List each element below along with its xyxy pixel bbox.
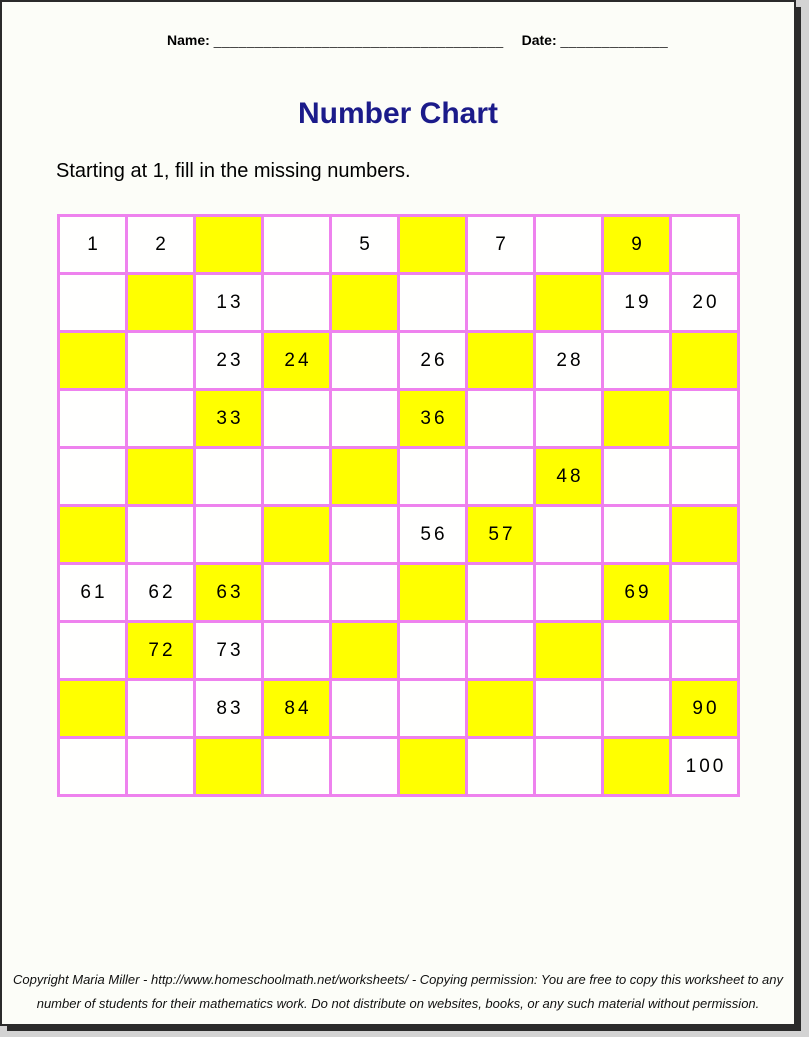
grid-cell: [604, 391, 669, 446]
grid-cell: [128, 739, 193, 794]
grid-cell: [672, 217, 737, 272]
grid-cell: [400, 565, 465, 620]
grid-cell: [332, 449, 397, 504]
grid-cell: [468, 275, 533, 330]
grid-cell: [60, 449, 125, 504]
grid-cell: [128, 449, 193, 504]
grid-cell: [128, 507, 193, 562]
grid-cell: [536, 565, 601, 620]
grid-cell: [196, 739, 261, 794]
grid-cell: [196, 449, 261, 504]
grid-cell: 48: [536, 449, 601, 504]
name-label: Name:: [167, 32, 210, 48]
grid-cell: [60, 507, 125, 562]
grid-cell: [128, 391, 193, 446]
grid-cell: [468, 333, 533, 388]
grid-cell: [264, 217, 329, 272]
grid-cell: [604, 507, 669, 562]
grid-cell: 2: [128, 217, 193, 272]
grid-cell: [468, 681, 533, 736]
grid-cell: [264, 449, 329, 504]
grid-cell: [128, 333, 193, 388]
grid-cell: 26: [400, 333, 465, 388]
grid-cell: [400, 449, 465, 504]
footer-line-2: number of students for their mathematics work. Do not distribute on websites, books, or any such material without permission.: [36, 996, 760, 1011]
instruction-text: Starting at 1, fill in the missing numbers.: [56, 160, 411, 182]
grid-cell: [60, 333, 125, 388]
grid-cell: [332, 275, 397, 330]
grid-cell: [332, 681, 397, 736]
grid-cell: 56: [400, 507, 465, 562]
grid-cell: [672, 391, 737, 446]
grid-cell: [400, 217, 465, 272]
grid-cell: [128, 275, 193, 330]
name-date-row: [167, 32, 668, 48]
grid-cell: 36: [400, 391, 465, 446]
grid-cell: [672, 333, 737, 388]
name-blank-line: ___________________________________: [213, 32, 504, 48]
grid-cell: [196, 217, 261, 272]
grid-cell: [60, 391, 125, 446]
grid-cell: 33: [196, 391, 261, 446]
grid-cell: 69: [604, 565, 669, 620]
grid-cell: [400, 623, 465, 678]
grid-cell: [604, 681, 669, 736]
grid-cell: [536, 217, 601, 272]
grid-cell: [672, 449, 737, 504]
grid-cell: [672, 507, 737, 562]
date-label: Date:: [521, 32, 557, 48]
grid-cell: [672, 565, 737, 620]
grid-cell: 83: [196, 681, 261, 736]
grid-cell: [60, 681, 125, 736]
grid-cell: [400, 739, 465, 794]
grid-cell: [264, 565, 329, 620]
grid-cell: [536, 681, 601, 736]
grid-cell: [536, 391, 601, 446]
grid-cell: 23: [196, 333, 261, 388]
grid-cell: 9: [604, 217, 669, 272]
grid-cell: 62: [128, 565, 193, 620]
grid-cell: 24: [264, 333, 329, 388]
copyright-footer: [2, 968, 794, 1016]
grid-cell: 1: [60, 217, 125, 272]
grid-cell: [468, 739, 533, 794]
grid-cell: [332, 391, 397, 446]
grid-cell: 20: [672, 275, 737, 330]
grid-cell: [332, 333, 397, 388]
grid-cell: 100: [672, 739, 737, 794]
grid-cell: [468, 449, 533, 504]
grid-cell: [468, 565, 533, 620]
grid-cell: [468, 623, 533, 678]
grid-cell: [332, 565, 397, 620]
grid-cell: [536, 275, 601, 330]
grid-cell: 61: [60, 565, 125, 620]
grid-cell: [264, 623, 329, 678]
grid-cell: 73: [196, 623, 261, 678]
grid-cell: [60, 623, 125, 678]
grid-cell: [128, 681, 193, 736]
grid-cell: [536, 739, 601, 794]
grid-cell: [332, 739, 397, 794]
grid-cell: [468, 391, 533, 446]
grid-cell: 19: [604, 275, 669, 330]
grid-cell: [264, 739, 329, 794]
date-blank-line: _____________: [560, 32, 669, 48]
grid-cell: 5: [332, 217, 397, 272]
grid-cell: [604, 449, 669, 504]
grid-cell: [400, 681, 465, 736]
grid-cell: [264, 391, 329, 446]
grid-cell: 13: [196, 275, 261, 330]
grid-cell: [604, 333, 669, 388]
grid-cell: 84: [264, 681, 329, 736]
grid-cell: 63: [196, 565, 261, 620]
grid-cell: [536, 623, 601, 678]
grid-cell: [332, 507, 397, 562]
grid-cell: [400, 275, 465, 330]
grid-cell: [332, 623, 397, 678]
grid-cell: 57: [468, 507, 533, 562]
grid-cell: [672, 623, 737, 678]
grid-cell: [536, 507, 601, 562]
grid-cell: [604, 739, 669, 794]
grid-cell: [60, 275, 125, 330]
grid-cell: 72: [128, 623, 193, 678]
grid-cell: [264, 507, 329, 562]
grid-cell: [196, 507, 261, 562]
grid-cell: [604, 623, 669, 678]
grid-cell: 7: [468, 217, 533, 272]
number-grid: [57, 214, 740, 797]
grid-cell: [264, 275, 329, 330]
grid-cell: 90: [672, 681, 737, 736]
page-title: Number Chart: [297, 97, 499, 130]
grid-cell: [60, 739, 125, 794]
footer-line-1: Copyright Maria Miller - http://www.homeschoolmath.net/worksheets/ - Copying permission: You are free to copy this worksheet to any: [13, 972, 783, 987]
grid-cell: 28: [536, 333, 601, 388]
